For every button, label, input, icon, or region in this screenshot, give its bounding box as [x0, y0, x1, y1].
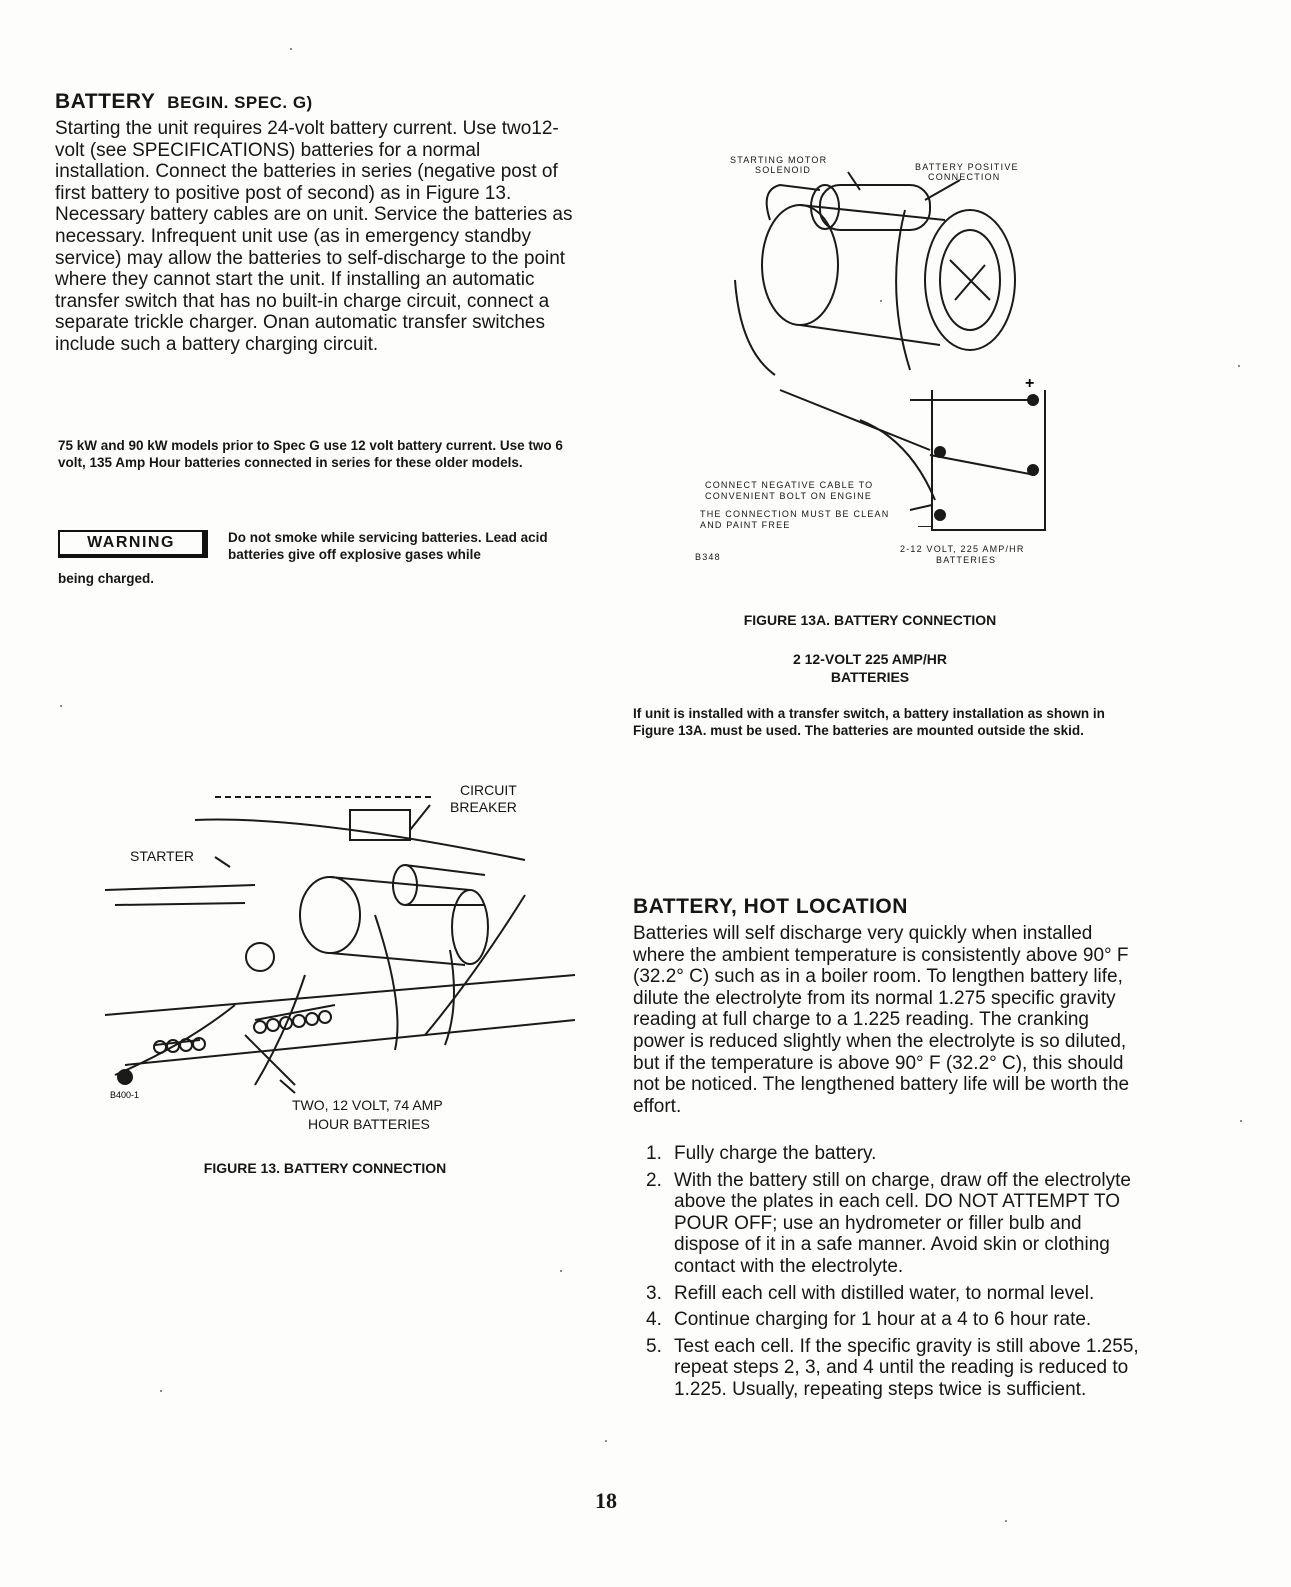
step-item — [640, 1283, 1145, 1305]
scan-speck — [880, 300, 882, 302]
step-number: 1. — [646, 1143, 662, 1164]
scan-speck — [60, 705, 62, 707]
label-batteries-2: BATTERIES — [936, 555, 997, 565]
warning-text-tail: being charged. — [58, 571, 155, 586]
label-plus-terminal: + — [1025, 375, 1035, 392]
step-text: Test each cell. If the specific gravity is still above 1.255, repeat steps 2, 3, and 4 until the reading is reduced to 1.225. Usually, repeating steps twice is sufficient. — [674, 1335, 1139, 1400]
label-connect-negative-1: CONNECT NEGATIVE CABLE TO — [705, 480, 874, 490]
page-number: 18 — [595, 1488, 617, 1513]
step-number: 2. — [646, 1169, 662, 1191]
scan-speck — [1005, 1520, 1007, 1522]
scan-speck — [1240, 1120, 1242, 1122]
label-breaker: BREAKER — [450, 799, 517, 815]
figure-13a-subcaption — [640, 650, 1100, 686]
label-connect-negative-2: CONVENIENT BOLT ON ENGINE — [705, 491, 873, 501]
warning-text: Do not smoke while servicing batteries. Lead acid batteries give off explosive gases while — [228, 530, 548, 562]
label-solenoid: SOLENOID — [755, 165, 812, 175]
transfer-switch-note: If unit is installed with a transfer switch, a battery installation as shown in Figure 13A. must be used. The batteries are mounted outside the skid. — [633, 706, 1105, 738]
step-text: Continue charging for 1 hour at a 4 to 6 hour rate. — [674, 1309, 1092, 1331]
warning-label: WARNING — [87, 534, 175, 551]
label-batteries-1: TWO, 12 VOLT, 74 AMP — [292, 1097, 443, 1113]
battery-heading-sub: BEGIN. SPEC. G) — [167, 93, 313, 112]
label-circuit: CIRCUIT — [460, 782, 517, 798]
step-number: 5. — [646, 1335, 662, 1357]
scan-speck — [560, 1270, 562, 1272]
scan-speck — [1238, 365, 1240, 367]
step-text: Refill each cell with distilled water, to normal level. — [674, 1282, 1095, 1304]
battery-heading — [55, 90, 313, 114]
older-models-note: 75 kW and 90 kW models prior to Spec G use 12 volt battery current. Use two 6 volt, 135 Amp Hour batteries connected in series for these older models. — [58, 438, 563, 470]
label-minus-terminal: — — [918, 518, 931, 533]
figure-13a-subcaption-line2: BATTERIES — [830, 669, 910, 685]
step-item — [640, 1309, 1145, 1331]
step-item — [640, 1143, 1145, 1165]
battery-heading-title: BATTERY — [55, 90, 155, 113]
label-batteries-2: HOUR BATTERIES — [308, 1116, 430, 1132]
warning-badge — [58, 530, 208, 558]
figure-13-caption: FIGURE 13. BATTERY CONNECTION — [203, 1160, 447, 1176]
scan-speck — [605, 1440, 607, 1442]
label-starting-motor: STARTING MOTOR — [730, 155, 828, 165]
step-item — [640, 1336, 1145, 1401]
label-figure-code-b400: B400-1 — [110, 1090, 140, 1100]
hot-location-heading: BATTERY, HOT LOCATION — [633, 895, 908, 918]
figure-13a-subcaption-line1: 2 12-VOLT 225 AMP/HR — [792, 651, 948, 667]
label-clean-1: THE CONNECTION MUST BE CLEAN — [700, 509, 890, 519]
scan-speck — [290, 48, 292, 50]
step-item — [640, 1170, 1145, 1278]
figure-13a-caption: FIGURE 13A. BATTERY CONNECTION — [743, 612, 997, 628]
label-starter: STARTER — [130, 848, 195, 864]
hot-location-steps — [640, 1143, 1145, 1406]
step-text: Fully charge the battery. — [674, 1143, 877, 1164]
label-clean-2: AND PAINT FREE — [700, 520, 791, 530]
label-batteries-1: 2-12 VOLT, 225 AMP/HR — [900, 544, 1025, 554]
label-battery-positive: BATTERY POSITIVE — [915, 162, 1019, 172]
battery-intro-paragraph: Starting the unit requires 24-volt battery current. Use two12-volt (see SPECIFICATIONS) batteries for a normal installation. Connect the batteries in series (negative post of first battery to positive post of second) as in Figure 13. Necessary battery cables are on unit. Service the batteries as necessary. Infrequent unit use (as in emergency standby service) may allow the batteries to self-discharge to the point where they cannot start the unit. If installing an automatic transfer switch that has no built-in charge circuit, connect a separate trickle charger. Onan automatic transfer switches include such a battery charging circuit. — [55, 118, 573, 355]
figure-13a-illustration — [695, 150, 1080, 580]
label-figure-code-b348: B348 — [695, 552, 721, 562]
figure-13-illustration — [105, 775, 585, 1135]
step-number: 4. — [646, 1309, 662, 1331]
step-text: With the battery still on charge, draw off the electrolyte above the plates in each cell. DO NOT ATTEMPT TO POUR OFF; use an hydrometer or filler bulb and dispose of it in a safe manner. Avoid skin or clothing contact with the electrolyte. — [674, 1169, 1131, 1277]
label-connection: CONNECTION — [928, 172, 1001, 182]
hot-location-intro: Batteries will self discharge very quickly when installed where the ambient temperature is consistently above 90° F (32.2° C) such as in a boiler room. To lengthen battery life, dilute the electrolyte from its normal 1.275 specific gravity reading at full charge to a 1.225 reading. The cranking power is reduced slightly when the electrolyte is so diluted, but if the temperature is above 90° F (32.2° C), this should not be noticed. The lengthened battery life will be worth the effort. — [633, 923, 1130, 1117]
scan-speck — [160, 1390, 162, 1392]
step-number: 3. — [646, 1282, 662, 1304]
